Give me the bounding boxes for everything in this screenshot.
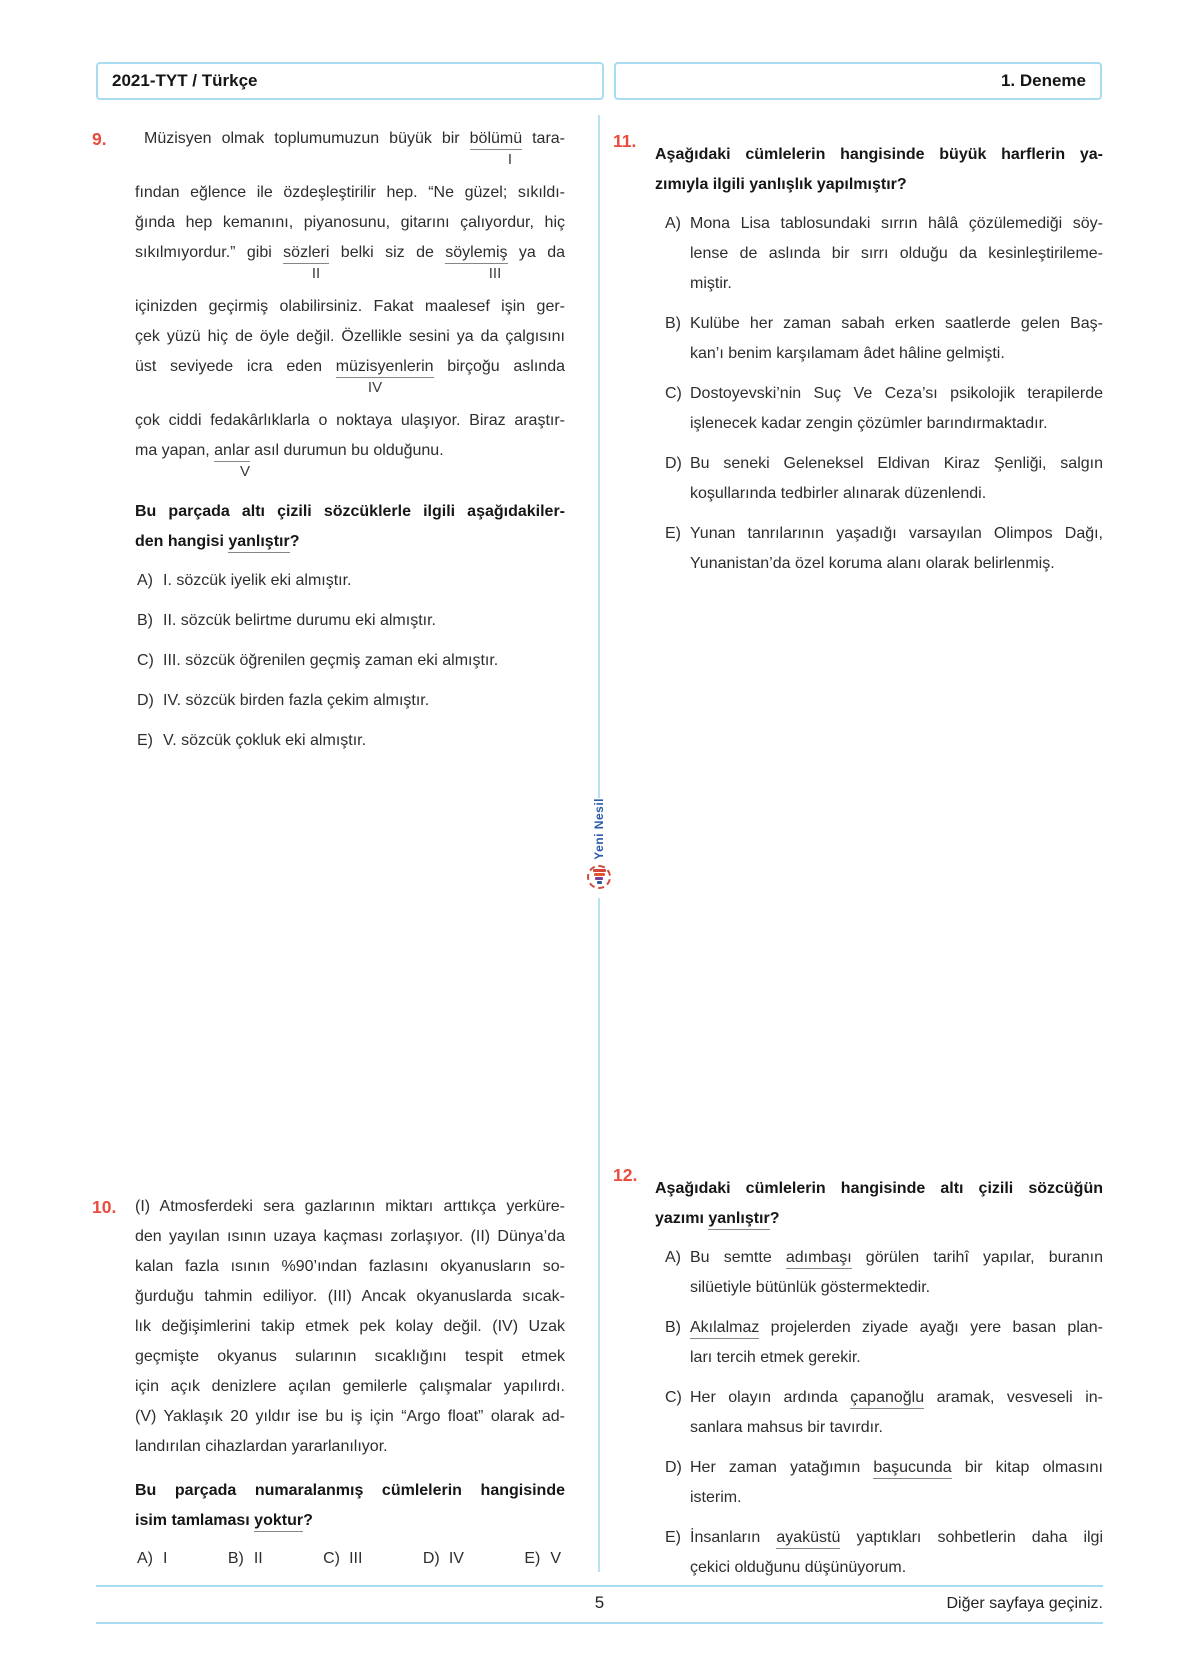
option-label: D) (422, 1550, 440, 1567)
text-line (135, 124, 565, 154)
footer-note: Diğer sayfaya geçiniz. (946, 1595, 1103, 1612)
text-line (135, 208, 565, 238)
text-segment: ? (289, 533, 300, 550)
option (137, 566, 565, 596)
underlined-word: ayaküstü (776, 1529, 840, 1549)
text-segment: Yunan tanrılarının yaşadığı varsayılan Olimpos Dağı, (690, 525, 1103, 542)
text-line (690, 479, 1103, 509)
text-segment: içinizden geçirmiş olabilirsiniz. Fakat maalesef işin ger- (135, 298, 565, 315)
text-line (163, 606, 565, 636)
underlined-word: adımbaşı (786, 1249, 852, 1269)
option-text: I (163, 1550, 168, 1567)
text-line (135, 178, 565, 208)
question-passage (135, 124, 565, 483)
text-line (690, 409, 1103, 439)
option (665, 379, 1103, 439)
footer-rule-top (96, 1585, 1103, 1587)
numeral-marker: III (488, 265, 502, 282)
text-segment: ? (303, 1512, 313, 1529)
text-segment: çok ciddi fedakârlıklarla o noktaya ulaşıyor. Biraz araştır- (135, 412, 565, 429)
text-segment: miştir. (690, 275, 732, 292)
text-line (163, 686, 565, 716)
text-segment: Bu parçada altı çizili sözcüklerle ilgili aşağıdakiler- (135, 503, 565, 520)
column-divider (598, 115, 600, 798)
text-line (690, 1273, 1103, 1303)
underlined-word: yanlıştır (708, 1210, 769, 1230)
text-segment: sanlara mahsus bir tavırdır. (690, 1419, 883, 1436)
text-segment: Kulübe her zaman sabah erken saatlerde gelen Baş- (690, 315, 1103, 332)
text-segment: işlenecek kadar zengin çözümler barındırmaktadır. (690, 415, 1048, 432)
text-line (135, 1282, 565, 1312)
question-11 (613, 126, 1103, 589)
text-segment: bir kitap olmasını (951, 1459, 1103, 1476)
question-body (135, 1192, 565, 1574)
text-segment: ları tercih etmek gerekir. (690, 1349, 861, 1366)
option-text (690, 449, 1103, 509)
option-label: D) (137, 692, 154, 709)
option-label: B) (665, 1319, 681, 1336)
text-segment: belki siz de (329, 244, 446, 261)
text-segment: geçmişte okyanus sularının sıcaklığını tespit etmek (135, 1348, 565, 1365)
option-label: B) (227, 1550, 244, 1567)
underlined-word: başucunda (873, 1459, 951, 1479)
text-line (690, 1343, 1103, 1373)
question-number: 9. (92, 129, 107, 149)
text-line (690, 209, 1103, 239)
text-line (655, 1174, 1103, 1204)
text-line (163, 566, 565, 596)
text-segment: sıkılmıyordur.” gibi (135, 244, 284, 261)
numeral-marker-row (135, 265, 565, 285)
text-line (135, 1432, 565, 1462)
option-text (690, 1453, 1103, 1513)
option-text: II (253, 1550, 263, 1567)
text-line (690, 309, 1103, 339)
option (665, 1383, 1103, 1443)
text-line (690, 1413, 1103, 1443)
text-line (135, 1252, 565, 1282)
text-segment: kan’ı benim karşılamam âdet hâline gelmişti. (690, 345, 1005, 362)
text-segment: yaptıkları sohbetlerin daha ilgi (840, 1529, 1104, 1546)
text-segment: V. sözcük çokluk eki almıştır. (163, 732, 367, 749)
text-segment: ma yapan, (135, 442, 215, 459)
text-segment: koşullarında tedbirler alınarak düzenlendi. (690, 485, 987, 502)
column-divider (598, 898, 600, 1572)
question-stem (135, 1476, 565, 1536)
text-line (163, 646, 565, 676)
question-number: 12. (613, 1165, 638, 1185)
text-segment: (I) Atmosferdeki sera gazlarının miktarı arttıkça yerküre- (135, 1198, 565, 1215)
numeral-marker-row (135, 463, 565, 483)
question-number: 11. (613, 131, 637, 151)
text-line (135, 406, 565, 436)
text-segment: isim tamlaması (135, 1512, 255, 1529)
text-segment: aramak, vesveseli in- (924, 1389, 1104, 1406)
option-label: A) (137, 1550, 153, 1567)
text-segment: Yunanistan’da özel koruma alanı olarak belirlenmiş. (690, 555, 1055, 572)
option-text (163, 726, 565, 756)
underlined-word: sözleri (283, 244, 329, 264)
option-label: A) (665, 215, 681, 232)
question-passage (135, 1192, 565, 1462)
text-line (135, 1312, 565, 1342)
text-line (135, 1222, 565, 1252)
option-label: C) (665, 1389, 682, 1406)
option (665, 209, 1103, 299)
question-body (655, 1160, 1103, 1593)
text-segment: landırılan cihazlardan yararlanılıyor. (135, 1438, 388, 1455)
text-line (135, 1342, 565, 1372)
text-segment: İnsanların (690, 1529, 777, 1546)
option (137, 726, 565, 756)
text-line (690, 239, 1103, 269)
question-body (135, 124, 565, 766)
numeral-marker-row (135, 379, 565, 399)
text-segment: ? (769, 1210, 780, 1227)
question-stem (655, 1174, 1103, 1234)
text-line (655, 140, 1103, 170)
option (137, 1544, 167, 1574)
text-segment: Bu semtte (690, 1249, 786, 1266)
text-line (135, 322, 565, 352)
option-text (163, 646, 565, 676)
text-line (655, 1204, 1103, 1234)
underlined-word: söylemiş (445, 244, 507, 264)
text-segment: görülen tarihî yapılar, buranın (851, 1249, 1103, 1266)
option (665, 1313, 1103, 1373)
text-segment: için açık denizlere açılan gemilerle çalışmalar yapılırdı. (135, 1378, 565, 1395)
numeral-marker: I (507, 151, 513, 168)
text-line (135, 436, 565, 466)
text-line (690, 549, 1103, 579)
text-line (690, 1523, 1103, 1553)
text-segment: den yayılan ısının uzaya kaçması zorlaşıyor. (II) Dünya’da (135, 1228, 565, 1245)
text-segment: Bu parçada numaralanmış cümlelerin hangisinde (135, 1482, 565, 1499)
publisher-logo-icon (587, 865, 611, 889)
option (137, 686, 565, 716)
option (524, 1544, 561, 1574)
underlined-word: yoktur (254, 1512, 303, 1532)
text-segment: ya da (507, 244, 565, 261)
text-segment: kalan fazla ısının %90’ından fazlasını okyanusların so- (135, 1258, 565, 1275)
text-line (690, 1243, 1103, 1273)
text-segment: silüetiyle bütünlük göstermektedir. (690, 1279, 931, 1296)
publisher-logo-text: Yeni Nesil (592, 798, 606, 860)
text-segment: yazımı (655, 1210, 709, 1227)
text-segment: Dostoyevski’nin Suç Ve Ceza’sı psikolojik terapilerde (690, 385, 1103, 402)
question-stem (655, 140, 1103, 200)
option (665, 1243, 1103, 1303)
numeral-marker-row (135, 151, 565, 171)
underlined-word: yanlıştır (228, 533, 289, 553)
text-line (690, 1383, 1103, 1413)
text-segment: Aşağıdaki cümlelerin hangisinde büyük harflerin ya- (655, 146, 1103, 163)
question-body (655, 126, 1103, 589)
option-label: B) (137, 612, 153, 629)
text-line (690, 519, 1103, 549)
text-segment: isterim. (690, 1489, 742, 1506)
option-label: D) (665, 455, 682, 472)
text-segment: II. sözcük belirtme durumu eki almıştır. (163, 612, 436, 629)
text-segment: IV. sözcük birden fazla çekim almıştır. (163, 692, 430, 709)
text-line (135, 1402, 565, 1432)
text-line (135, 238, 565, 268)
option-label: A) (665, 1249, 681, 1266)
text-line (163, 726, 565, 756)
header-course-label: 2021-TYT / Türkçe (112, 71, 258, 90)
option-text: III (349, 1550, 363, 1567)
text-segment: üst seviyede icra eden (135, 358, 336, 375)
option-text (690, 309, 1103, 369)
text-line (690, 379, 1103, 409)
text-line (135, 1476, 565, 1506)
header-exam-label: 1. Deneme (1000, 71, 1086, 90)
option (137, 606, 565, 636)
underlined-word: Akılalmaz (690, 1319, 759, 1339)
text-line (135, 497, 565, 527)
option-label: B) (665, 315, 681, 332)
text-segment: ğurduğu tahmin ediliyor. (III) Ancak okyanuslarda sıcak- (135, 1288, 565, 1305)
option (665, 519, 1103, 579)
numeral-marker: II (311, 265, 321, 282)
option-label: E) (524, 1550, 541, 1567)
option (137, 646, 565, 676)
text-line (690, 339, 1103, 369)
option-label: E) (137, 732, 153, 749)
option (665, 309, 1103, 369)
text-segment: çek yüzü hiç de öyle değil. Özellikle sesini ya da çalgısını (135, 328, 565, 345)
option-text (690, 1383, 1103, 1443)
numeral-marker: IV (367, 379, 383, 396)
text-line (655, 170, 1103, 200)
page-number: 5 (594, 1593, 605, 1612)
text-segment: lık değişimlerini takip etmek pek kolay değil. (IV) Uzak (135, 1318, 565, 1335)
text-segment: lense de aslında bir sırrı olduğu da kesinleştirileme- (690, 245, 1103, 262)
question-stem (135, 497, 565, 557)
options-list (655, 1243, 1103, 1583)
text-line (135, 1506, 565, 1536)
option-text (690, 1313, 1103, 1373)
option (665, 1453, 1103, 1513)
text-line (690, 449, 1103, 479)
option-label: C) (323, 1550, 340, 1567)
question-12 (613, 1160, 1103, 1593)
text-line (135, 1192, 565, 1222)
question-10 (92, 1192, 565, 1574)
text-segment: Müzisyen olmak toplumumuzun büyük bir (144, 130, 470, 147)
footer-rule-bottom (96, 1622, 1103, 1624)
text-line (135, 1372, 565, 1402)
option-label: E) (665, 525, 681, 542)
option-text (690, 1243, 1103, 1303)
option-text: V (550, 1550, 561, 1567)
question-9 (92, 124, 565, 766)
option (423, 1544, 464, 1574)
underlined-word: çapanoğlu (850, 1389, 924, 1409)
text-segment: Her zaman yatağımın (690, 1459, 874, 1476)
publisher-logo (583, 798, 615, 889)
text-segment: projelerden ziyade ayağı yere basan plan- (759, 1319, 1103, 1336)
text-segment: Bu seneki Geleneksel Eldivan Kiraz Şenliği, salgın (690, 455, 1103, 472)
text-segment: III. sözcük öğrenilen geçmiş zaman eki almıştır. (163, 652, 499, 669)
options-inline-row (135, 1544, 565, 1574)
text-segment: tara- (522, 130, 566, 147)
text-line (690, 1553, 1103, 1583)
option-text (163, 686, 565, 716)
question-number: 10. (92, 1197, 117, 1217)
option-label: C) (137, 652, 154, 669)
text-segment: ğında hep kemanını, piyanosunu, gitarını çalıyordur, hiç (135, 214, 565, 231)
text-segment: çekici olduğunu düşünüyorum. (690, 1559, 907, 1576)
text-line (135, 352, 565, 382)
header-exam-box (614, 62, 1102, 100)
underlined-word: bölümü (470, 130, 522, 150)
text-segment: fından eğlence ile özdeşleştirilir hep. “Ne güzel; sıkıldı- (135, 184, 565, 201)
option-label: D) (665, 1459, 682, 1476)
option-label: C) (665, 385, 682, 402)
text-segment: Her olayın ardında (690, 1389, 851, 1406)
option-text (690, 209, 1103, 299)
options-list (655, 209, 1103, 579)
text-line (690, 1453, 1103, 1483)
text-segment: Mona Lisa tablosundaki sırrın hâlâ çözülemediği söy- (690, 215, 1103, 232)
option-label: E) (665, 1529, 681, 1546)
option (228, 1544, 263, 1574)
text-segment: asıl durumun bu olduğunu. (249, 442, 444, 459)
option-text (163, 566, 565, 596)
option-text (690, 379, 1103, 439)
option (323, 1544, 362, 1574)
option (665, 1523, 1103, 1583)
text-segment: I. sözcük iyelik eki almıştır. (163, 572, 352, 589)
underlined-word: anlar (214, 442, 250, 462)
header-course-box (96, 62, 604, 100)
text-line (690, 1483, 1103, 1513)
numeral-marker: V (239, 463, 251, 480)
option-label: A) (137, 572, 153, 589)
option-text (163, 606, 565, 636)
option-text (690, 1523, 1103, 1583)
text-line (135, 527, 565, 557)
text-segment: birçoğu aslında (433, 358, 565, 375)
text-line (690, 269, 1103, 299)
option (665, 449, 1103, 509)
option-text (690, 519, 1103, 579)
text-line (690, 1313, 1103, 1343)
text-segment: den hangisi (135, 533, 229, 550)
option-text: IV (448, 1550, 464, 1567)
text-segment: Aşağıdaki cümlelerin hangisinde altı çizili sözcüğün (655, 1180, 1103, 1197)
text-segment: zımıyla ilgili yanlışlık yapılmıştır? (655, 176, 907, 193)
underlined-word: müzisyenlerin (336, 358, 434, 378)
text-segment: (V) Yaklaşık 20 yıldır ise bu iş için “Argo float” olarak ad- (135, 1408, 565, 1425)
text-line (135, 292, 565, 322)
options-list (135, 566, 565, 756)
